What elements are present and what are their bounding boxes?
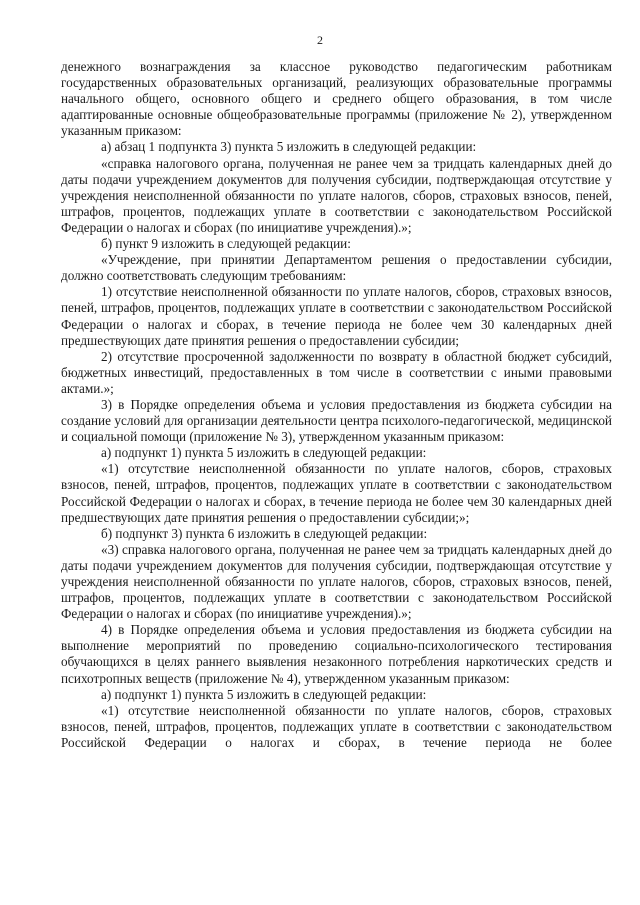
paragraph-subitem-b: б) подпункт 3) пункта 6 изложить в следующей редакции:	[101, 525, 428, 541]
page-number: 2	[317, 33, 323, 47]
paragraph-subitem-a: а) абзац 1 подпункта 3) пункта 5 изложить в следующей редакции:	[101, 139, 477, 155]
paragraph-quote-tax-certificate: «справка налогового органа, полученная не ранее чем за тридцать календарных дней до даты подачи учреждением документов для получения субсидии, подтверждающая отсутствие у учреждения неисполненной обязанности по уплате налогов, сборов, страховых взносов, пеней, штрафов, процентов, подлежащих уплате в соответствии с законодательством Российской Федерации о налогах и сборах (по инициативе учреждения).»;	[61, 155, 612, 235]
paragraph-quote-requirements: «Учреждение, при принятии Департаментом решения о предоставлении субсидии, должно соответствовать следующим требованиям:	[61, 252, 612, 284]
paragraph-requirement-1: 1) отсутствие неисполненной обязанности по уплате налогов, сборов, страховых взносов, пеней, штрафов, процентов, подлежащих уплате в соответствии с законодательством Российской Федерации о налогах и сборах, в течение периода не более чем 30 календарных дней предшествующих дате принятия решения о предоставлении субсидии;	[61, 284, 612, 348]
paragraph-quote-tax-certificate: «3) справка налогового органа, полученная не ранее чем за тридцать календарных дней до даты подачи учреждением документов для получения субсидии, подтверждающая отсутствие у учреждения неисполненной обязанности по уплате налогов, сборов, страховых взносов, пеней, штрафов, процентов, подлежащих уплате в соответствии с законодательством Российской Федерации о налогах и сборах (по инициативе учреждения).»;	[61, 541, 612, 622]
document-body	[61, 59, 612, 751]
paragraph-item-4: 4) в Порядке определения объема и условия предоставления из бюджета субсидии на выполнение мероприятий по проведению социально-психологического тестирования обучающихся в целях раннего выявления незаконного потребления наркотических средств и психотропных веществ (приложение № 4), утвержденном указанным приказом:	[61, 622, 612, 686]
paragraph-item-3: 3) в Порядке определения объема и условия предоставления из бюджета субсидии на создание условий для организации деятельности центра психолого-педагогической, медицинской и социальной помощи (приложение № 3), утвержденном указанным приказом:	[61, 396, 612, 445]
paragraph-requirement-2: 2) отсутствие просроченной задолженности по возврату в областной бюджет субсидий, бюджетных инвестиций, предоставленных в том числе в соответствии с иными правовыми актами.»;	[61, 348, 612, 396]
paragraph-subitem-a: а) подпункт 1) пункта 5 изложить в следующей редакции:	[101, 445, 427, 461]
paragraph-subitem-a: а) подпункт 1) пункта 5 изложить в следующей редакции:	[101, 686, 427, 702]
paragraph-quote-obligation: «1) отсутствие неисполненной обязанности по уплате налогов, сборов, страховых взносов, пеней, штрафов, процентов, подлежащих уплате в соответствии с законодательством Российской Федерации о налогах и сборах, в течение периода не более	[61, 702, 612, 750]
paragraph-subitem-b: б) пункт 9 изложить в следующей редакции:	[101, 236, 351, 252]
paragraph-continuation: денежного вознаграждения за классное руководство педагогическим работникам государственных образовательных организаций, реализующих образовательные программы начального общего, основного общего и среднего общего образования, в том числе адаптированные основные общеобразовательные программы (приложение № 2), утвержденном указанным приказом:	[61, 59, 612, 139]
paragraph-quote-obligation: «1) отсутствие неисполненной обязанности по уплате налогов, сборов, страховых взносов, пеней, штрафов, процентов, подлежащих уплате в соответствии с законодательством Российской Федерации о налогах и сборах, в течение периода не более чем 30 календарных дней предшествующих дате принятия решения о предоставлении субсидии;»;	[61, 461, 612, 525]
